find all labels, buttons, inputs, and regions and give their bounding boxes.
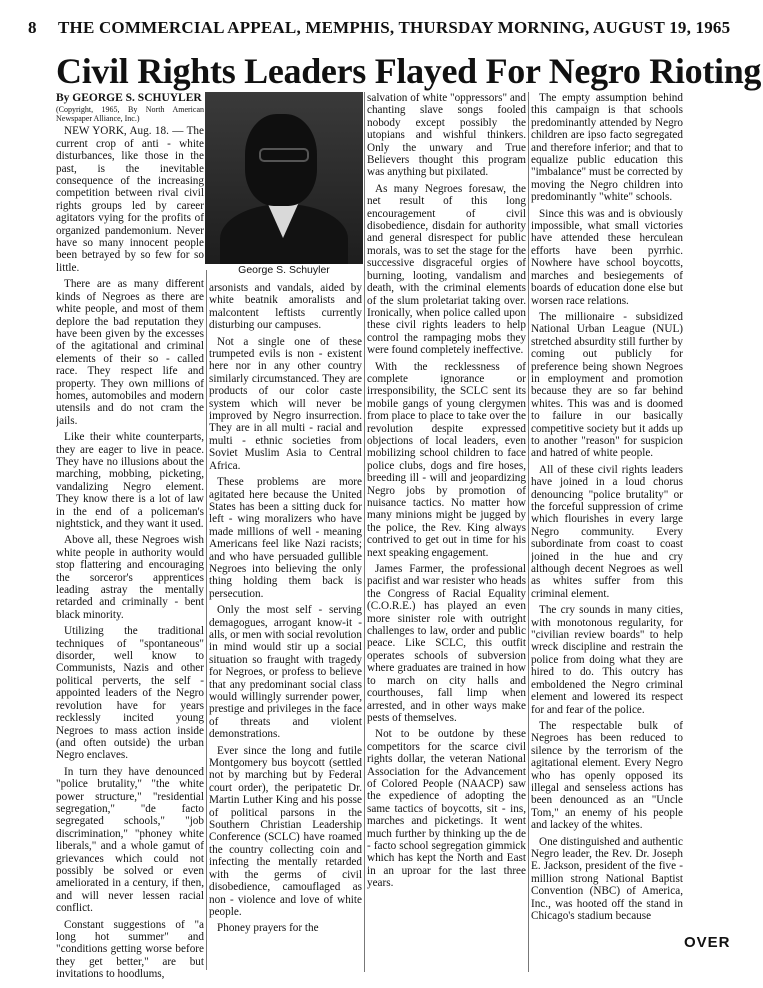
jump-line: OVER — [684, 934, 731, 951]
copyright-notice: (Copyright, 1965, By North American Newspaper Alliance, Inc.) — [56, 105, 204, 124]
author-photo — [205, 92, 363, 264]
paragraph: Above all, these Negroes wish white people in authority would stop flattering and encouraging the sorceror's apprentices leading astray the mentally retarded and criminally - bent black minority. — [56, 534, 204, 621]
page-number: 8 — [28, 18, 37, 37]
byline: By GEORGE S. SCHUYLER — [56, 92, 202, 104]
paragraph: In turn they have denounced "police brutality," "the white power structure," "residential segregation," "de facto segregated schools," "job discrimination," "phoney white liberals," and a whole gamut of grievances which could not possibly be solved or even ameliorated in a century, if then, and will never lessen racial conflict. — [56, 765, 204, 915]
paragraph: Ever since the long and futile Montgomery bus boycott (settled not by marching but by Federal court order), the peripatetic Dr. Martin Luther King and his posse of political parsons in the Southern Christian Leadership Conference (SCLC) have roamed the country collecting coin and infecting the mentally retarded with the germs of civil disobedience, camouflaged as non - violence and love of white people. — [209, 744, 362, 918]
paragraph: The empty assumption behind this campaign is that schools predominantly attended by Negro children are ipso facto segregated and therefore inferior; and that to equalize public education this "imbalance" must be corrected by moving the Negro children into predominantly "white" schools. — [531, 92, 683, 204]
paragraph: One distinguished and authentic Negro leader, the Rev. Dr. Joseph E. Jackson, president of the five - million strong National Baptist Convention (NBC) of America, Inc., was hooted off the stand in Chicago's stadium because — [531, 835, 683, 922]
column-rule — [364, 92, 365, 972]
paragraph: salvation of white "oppressors" and chanting slave songs fooled nobody except possibly the utopians and wishful thinkers. Only the unwary and True Believers thought this program was anything but pixilated. — [367, 92, 526, 179]
column-4 — [531, 92, 683, 972]
paragraph: Utilizing the traditional techniques of "spontaneous" disorder, well know to Communists, Nazis and other political perverts, the self - appointed leaders of the Negro revolution have for years recklessly incited young Negroes to mass action inside (and often outside) the urban Negro enclaves. — [56, 625, 204, 762]
paragraph: With the recklessness of complete ignorance or irresponsibility, the SCLC sent its mobile gangs of young clergymen from place to place to take over the revolution despite expressed objections of local leaders, even mobilizing school children to face police clubs, dogs and fire hoses, breeding ill - will and jeopardizing Negro jobs by promotion of nuisance tactics. No matter how many minions might be jugged by the police, the Rev. King always contrived to get out in time for his next speaking engagement. — [367, 360, 526, 559]
photo-caption: George S. Schuyler — [238, 264, 330, 276]
paragraph: Not a single one of these trumpeted evils is non - existent here nor in any other country similarly circumstanced. They are products of our color caste system which will never be improved by Negro insurrection. They are in all multi - racial and multi - ethnic societies from Soviet Muslim Asia to Central Africa. — [209, 335, 362, 472]
masthead-title: THE COMMERCIAL APPEAL, MEMPHIS, THURSDAY MORNING, AUGUST 19, 1965 — [58, 18, 731, 37]
column-2 — [209, 282, 362, 982]
paragraph: The millionaire - subsidized National Urban League (NUL) stretched absurdity still further by coming out publicly for preference being shown Negroes in employment and promotion because they are so far behind whites. This was and is doomed to failure in our basically competitive society but it adds up to another "reason" for suspicion and hatred of white people. — [531, 310, 683, 460]
paragraph: Only the most self - serving demagogues, arrogant know-it - alls, or men with social revolution in mind would stir up a social situation so fraught with tragedy for Negroes, or profess to believe that any predominant social class would willingly surrender power, prestige and privileges in the face of threats and violent demonstrations. — [209, 604, 362, 741]
paragraph: Constant suggestions of "a long hot summer" and "conditions getting worse before they get better," are but invitations to hoodlums, — [56, 918, 204, 981]
paragraph: The cry sounds in many cities, with monotonous regularity, for "civilian review boards" to help wreck discipline and restrain the police from doing what they are hired to do. This outcry has emboldened the Negro criminal element and lowered its respect for and fear of the police. — [531, 604, 683, 716]
headline: Civil Rights Leaders Flayed For Negro Rioting — [56, 51, 762, 91]
paragraph: These problems are more agitated here because the United States has been a sitting duck for left - wing moralizers who have made millions of well - meaning Americans feel like Nazi racists; and who have persuaded gullible Negroes into believing the only thing holding them back is persecution. — [209, 476, 362, 600]
paragraph: The respectable bulk of Negroes has been reduced to silence by the terrorism of the agitational element. Every Negro who has openly opposed its illegal and senseless actions has been denounced as an "Uncle Tom," an enemy of his people and lackey of the whites. — [531, 719, 683, 832]
paragraph: Phoney prayers for the — [217, 922, 319, 935]
masthead-bar — [28, 18, 731, 42]
paragraph: NEW YORK, Aug. 18. — The current crop of anti - white disturbances, like those in the past, is the inevitable consequence of the increasing competition between rival civil rights groups led by career agitators vying for the profits of organized pandemonium. Never have so many innocent people been betrayed by so few for so little. — [56, 125, 204, 274]
paragraph: Not to be outdone by these competitors for the scarce civil rights dollar, the veteran National Association for the Advancement of Colored People (NAACP) saw the expedience of adopting the same tactics of boycotts, sit - ins, marches and picketings. It went much further by thinking up the de - facto school segregation gimmick which has kept the North and East in an uproar for the last three years. — [367, 728, 526, 890]
paragraph: James Farmer, the professional pacifist and war resister who heads the Congress of Racial Equality (C.O.R.E.) has played an even more sinister role with outright challenges to law, order and public peace. Like SCLC, this outfit operates schools of subversion where graduates are trained in how to march on city halls and courthouses, fall limp when arrested, and in other ways make pests of themselves. — [367, 563, 526, 724]
paragraph: Since this was and is obviously impossible, what small victories have attended these herculean efforts have been pyrrhic. Nowhere have school boycotts, marches and besiegements of boards of education done else but worsen race relations. — [531, 207, 683, 307]
column-rule — [528, 92, 529, 972]
column-rule — [206, 270, 207, 970]
paragraph: All of these civil rights leaders have joined in a loud chorus denouncing "police brutality" or the forceful suppression of crime which flourishes in every large Negro community. Every subordinate from coast to coast joined in the hue and cry although decent Negroes as well as whites suffer from this criminal element. — [531, 463, 683, 600]
paragraph: arsonists and vandals, aided by white beatnik amoralists and malcontent leftists currently disturbing our campuses. — [209, 282, 362, 332]
photo-glasses — [259, 148, 309, 162]
column-3 — [367, 92, 526, 972]
column-1 — [56, 92, 204, 988]
paragraph: Like their white counterparts, they are eager to live in peace. They have no illusions about the marching, mobbing, picketing, vandalizing Negro element. They know there is a lot of law in the end of a policeman's nightstick, and they want it used. — [56, 431, 204, 530]
paragraph: As many Negroes foresaw, the net result of this long encouragement of civil disobedience, disdain for authority and general disrespect for public morals, was to set the stage for the successive disgraceful orgies of burning, looting, vandalism and death, with the criminal elements of the slum proletariat taking over. Ironically, when police called upon these civil rights leaders to help control the rampaging mobs they were found completely ineffective. — [367, 182, 526, 357]
paragraph: There are as many different kinds of Negroes as there are white people, and most of them deplore the bad reputation they have been given by the excesses of the agitational and criminal elements of their so - called race. They respect life and property. They own millions of homes, automobiles and modern utensils and do not cram the jails. — [56, 278, 204, 427]
